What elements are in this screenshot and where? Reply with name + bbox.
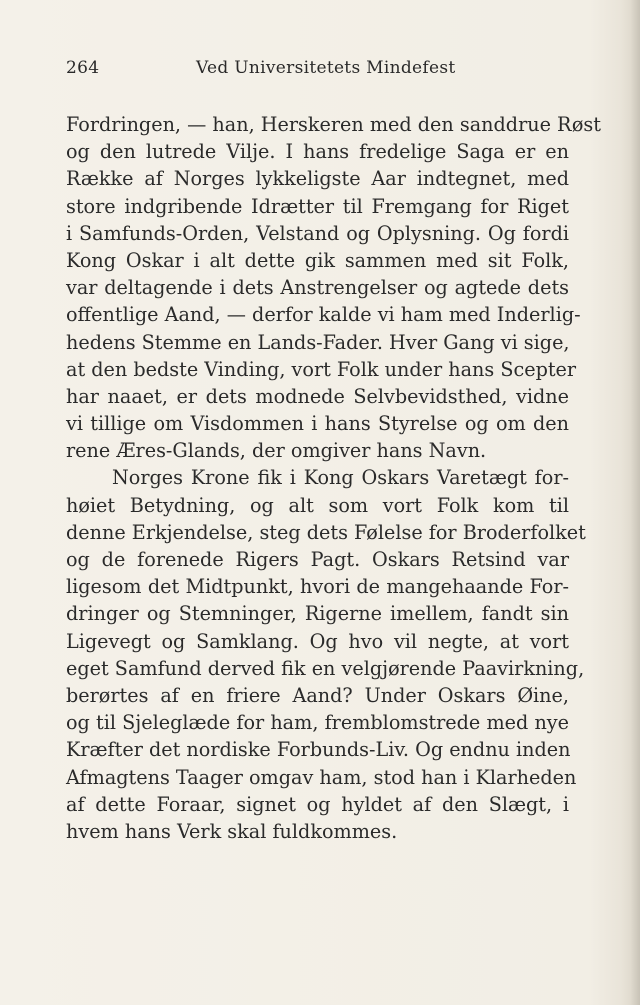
text-line: at den bedste Vinding, vort Folk under hans Scepter — [66, 357, 577, 381]
page-edge-shadow — [630, 0, 640, 1005]
page-number: 264 — [66, 58, 100, 78]
text-line: i Samfunds-Orden, Velstand og Oplysning. Og fordi — [66, 221, 569, 245]
text-line: ligesom det Midtpunkt, hvori de mangehaande For- — [66, 575, 569, 599]
paragraph-start-line: Norges Krone fik i Kong Oskars Varetægt for- — [112, 466, 569, 490]
text-line: Række af Norges lykkeligste Aar indtegnet, med — [66, 167, 569, 191]
text-line: Fordringen, — han, Herskeren med den sanddrue Røst — [66, 113, 601, 136]
text-line: og den lutrede Vilje. I hans fredelige Saga er en — [66, 140, 569, 164]
text-line: og de forenede Rigers Pagt. Oskars Retsind var — [66, 548, 569, 571]
paragraph-end-line: rene Æres-Glands, der omgiver hans Navn. — [66, 439, 487, 463]
page-header — [66, 58, 568, 88]
text-line: offentlige Aand, — derfor kalde vi ham med Inderlig- — [66, 303, 581, 327]
text-line: denne Erkjendelse, steg dets Følelse for Broderfolket — [66, 520, 586, 544]
text-line: af dette Foraar, signet og hyldet af den Slægt, i — [66, 792, 569, 816]
text-line: store indgribende Idrætter til Fremgang for Riget — [66, 194, 569, 218]
text-line: og til Sjeleglæde for ham, fremblomstrede med nye — [66, 711, 569, 735]
text-line: Ligevegt og Samklang. Og hvo vil negte, at vort — [66, 629, 569, 653]
paragraph-end-line: hvem hans Verk skal fuldkommes. — [66, 819, 398, 843]
text-line: vi tillige om Visdommen i hans Styrelse og om den — [66, 412, 569, 436]
text-line: høiet Betydning, og alt som vort Folk kom til — [66, 493, 569, 517]
text-line: Kræfter det nordiske Forbunds-Liv. Og endnu inden — [66, 738, 571, 762]
text-line: eget Samfund derved fik en velgjørende Paavirkning, — [66, 656, 585, 680]
text-line: Afmagtens Taager omgav ham, stod han i Klarheden — [66, 765, 577, 789]
text-line: dringer og Stemninger, Rigerne imellem, fandt sin — [66, 602, 569, 626]
text-line: Kong Oskar i alt dette gik sammen med sit Folk, — [66, 248, 569, 272]
text-line: var deltagende i dets Anstrengelser og agtede dets — [66, 276, 569, 300]
text-line: berørtes af en friere Aand? Under Oskars Øine, — [66, 683, 569, 707]
body-text — [66, 111, 601, 845]
running-head: Ved Universitetets Mindefest — [196, 58, 456, 78]
text-line: hedens Stemme en Lands-Fader. Hver Gang vi sige, — [66, 330, 570, 354]
text-line: har naaet, er dets modnede Selvbevidsthed, vidne — [66, 384, 569, 408]
